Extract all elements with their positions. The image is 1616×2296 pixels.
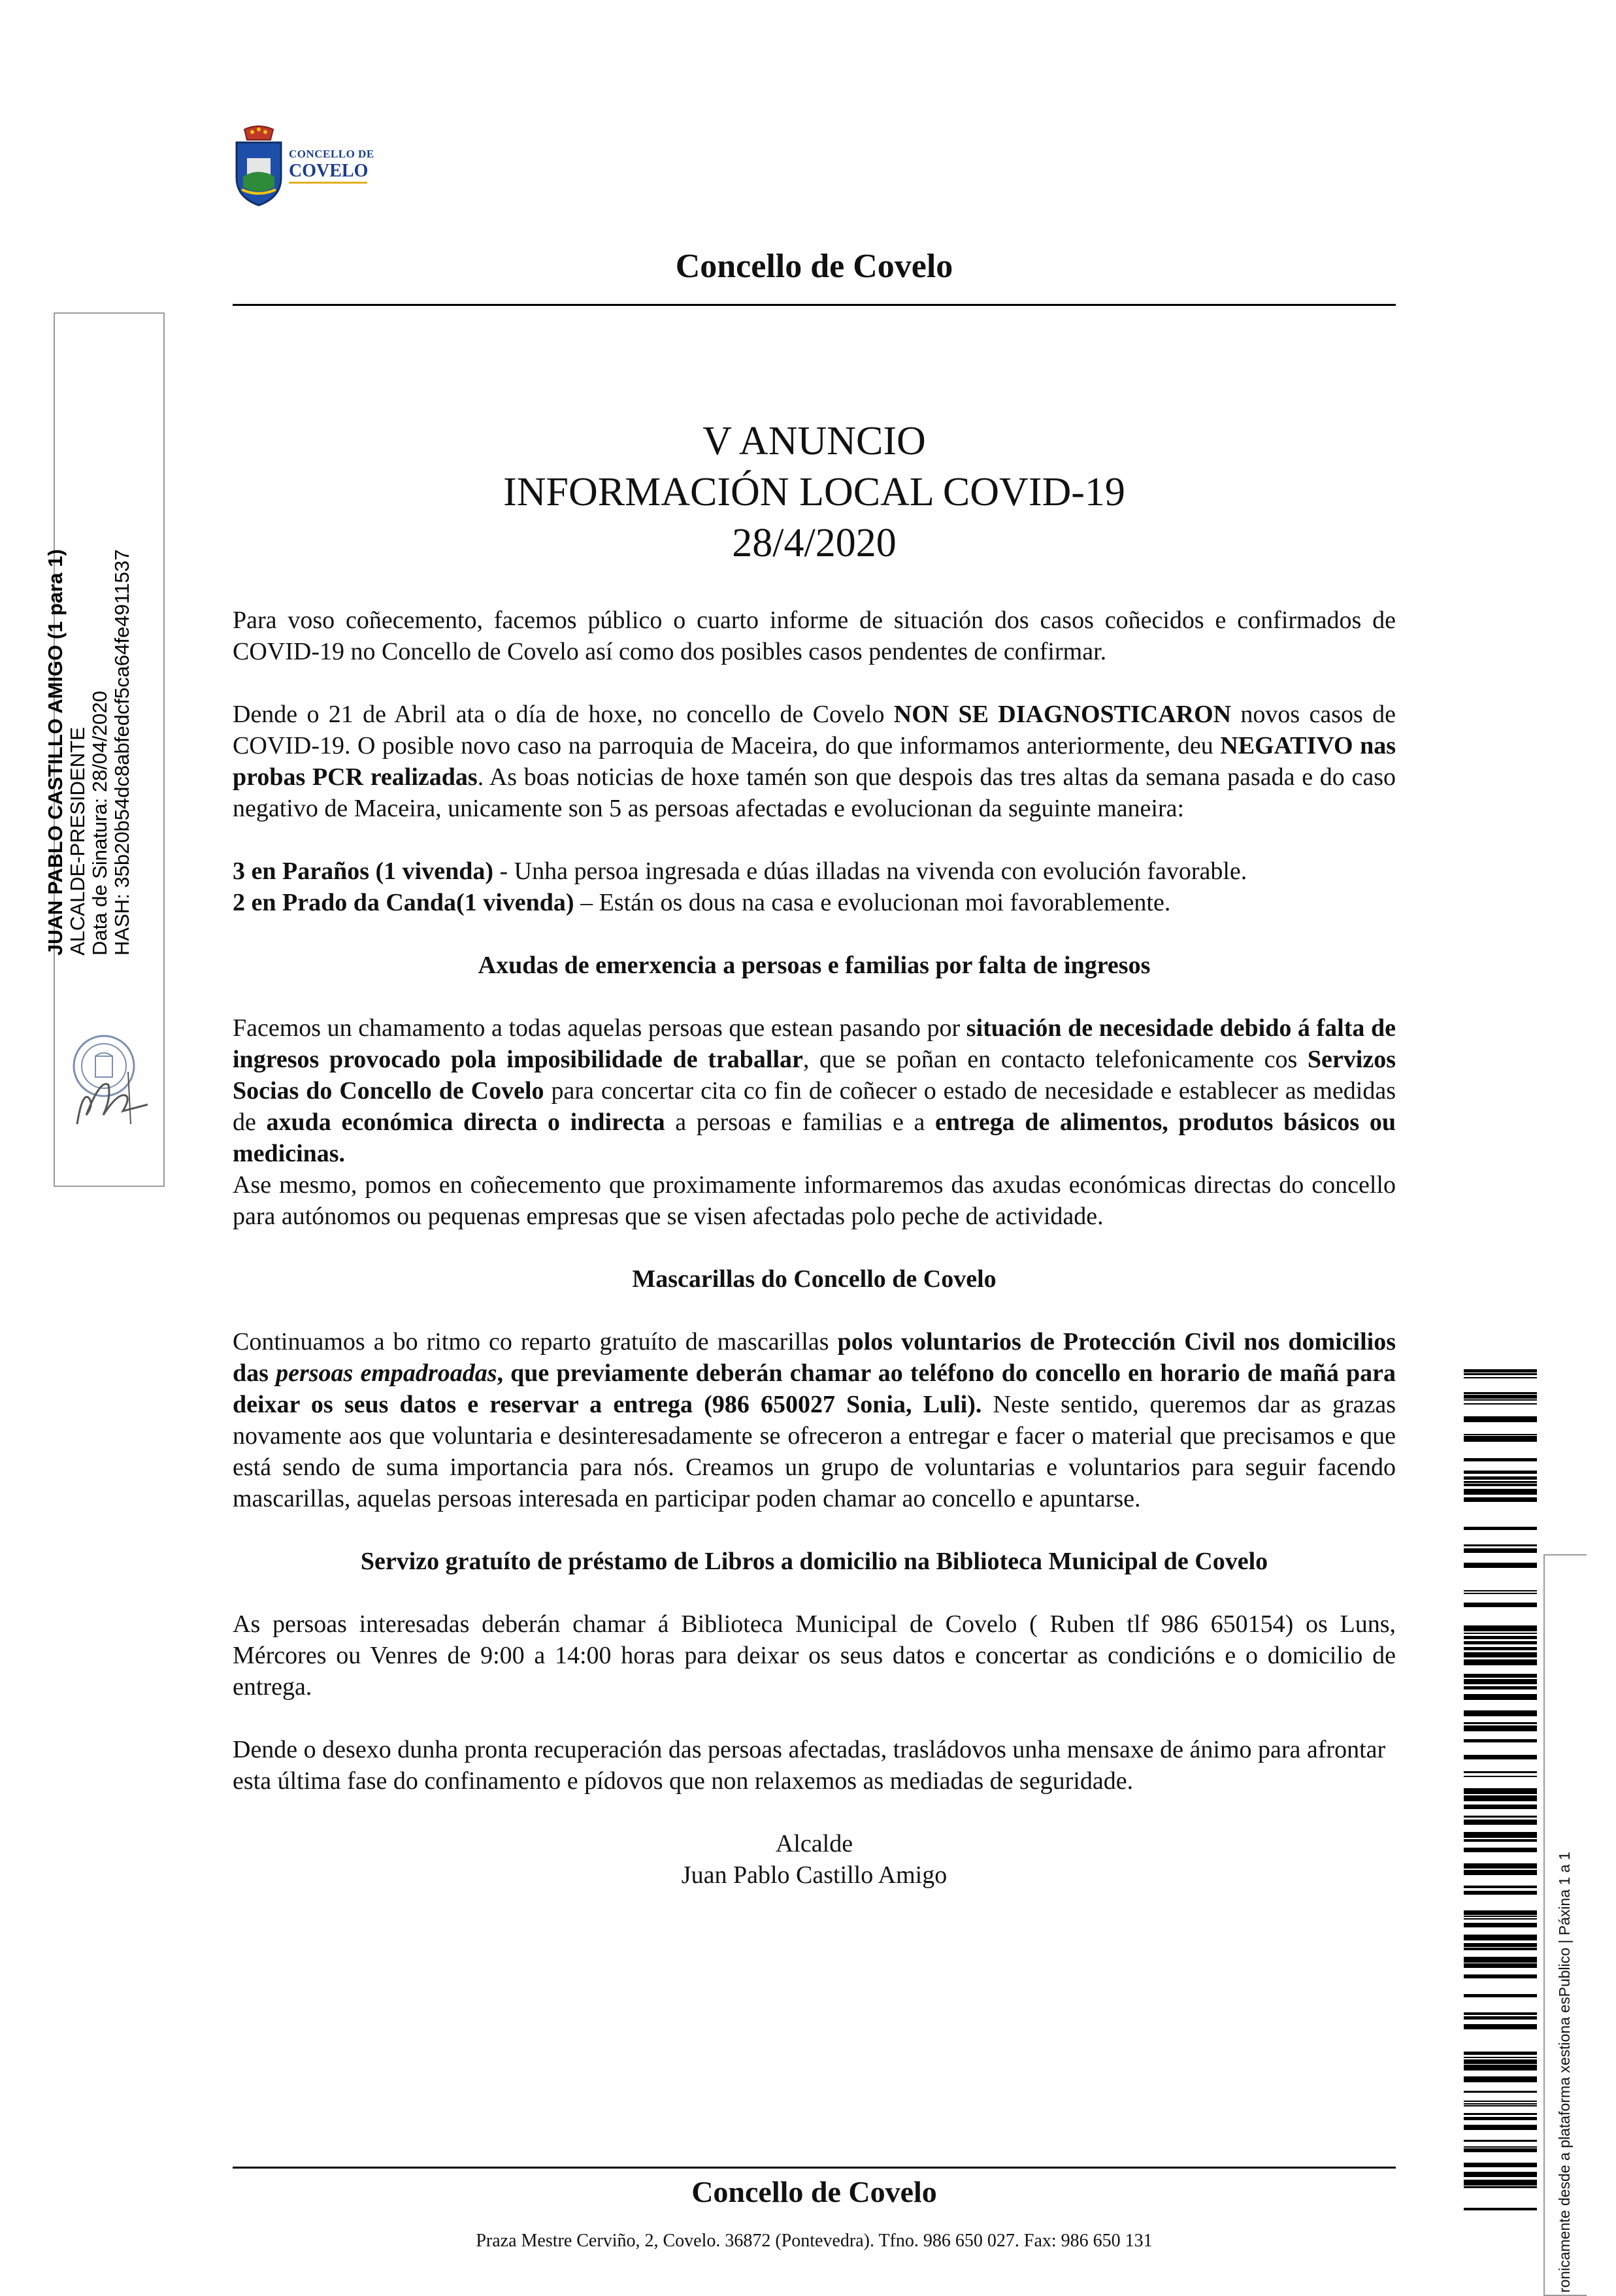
signer-full-name: Juan Pablo Castillo Amigo xyxy=(681,1861,948,1889)
aid-text-2: , que se poñan en contacto telefonicamente cos xyxy=(802,1046,1308,1073)
header-title: Concello de Covelo xyxy=(675,248,953,285)
library-heading: Servizo gratuíto de préstamo de Libros a domicilio na Biblioteca Municipal de Covelo xyxy=(360,1548,1268,1575)
concello-logo xyxy=(233,124,376,212)
case-item xyxy=(233,856,1396,887)
aid-bold-2: Servizos Socias do Concello de Covelo xyxy=(233,1046,1396,1105)
footer-title: Concello de Covelo xyxy=(691,2175,937,2208)
aid-paragraph xyxy=(233,1012,1396,1169)
aid-bold-3: axuda económica directa o indirecta xyxy=(266,1108,665,1136)
logo-line-1: CONCELLO DE xyxy=(289,148,374,160)
signature-hash: HASH: 35b20b54dc8abfedcf5ca64fe4911537 xyxy=(110,549,133,956)
library-paragraph: As persoas interesadas deberán chamar á Biblioteca Municipal de Covelo ( Ruben tlf 986 650154) os Luns, Mércores ou Venres de 9:00 a 14:00 horas para deixar os seus datos e concertar as condicións e o domicilio de entrega. xyxy=(233,1610,1396,1701)
announcement-title xyxy=(233,416,1396,569)
aid-text-3: para concertar cita co fin de coñecer o estado de necesidade e establecer as medidas de xyxy=(233,1077,1396,1136)
title-date: 28/4/2020 xyxy=(732,521,897,565)
case-location: 2 en Prado da Canda(1 vivenda) xyxy=(233,889,574,916)
masks-bold-1: polos voluntarios de Protección Civil nos domicilios das xyxy=(233,1328,1396,1387)
title-line-1: V ANUNCIO xyxy=(702,419,926,463)
case-location: 3 en Paraños (1 vivenda) xyxy=(233,857,493,885)
aid-bold-1: situación de necesidade debido á falta de ingresos provocado pola imposibilidade de traballar xyxy=(233,1014,1396,1073)
case-description: - Unha persoa ingresada e dúas illadas na vivenda con evolución favorable. xyxy=(493,857,1247,885)
right-strip-text: ronicamente desde a plataforma xestiona esPublico | Páxina 1 a 1 xyxy=(1556,1852,1573,2293)
case-description: – Están os dous na casa e evolucionan moi favorablemente. xyxy=(574,889,1171,916)
header-rule xyxy=(233,304,1396,306)
closing-paragraph: Dende o desexo dunha pronta recuperación das persoas afectadas, trasládovos unha mensaxe de ánimo para afrontar esta última fase do confinamento e pídovos que non relaxemos as mediadas de seguridade. xyxy=(233,1736,1386,1795)
status-text-3: . As boas noticias de hoxe tamén son que despois das tres altas da semana pasada e do caso negativo de Maceira, unicamente son 5 as persoas afectadas e evolucionan da seguinte maneira: xyxy=(233,763,1396,822)
aid-text-1: Facemos un chamamento a todas aquelas persoas que estean pasando por xyxy=(233,1014,966,1042)
masks-paragraph xyxy=(233,1326,1396,1514)
sign-block xyxy=(233,1828,1396,1891)
aid-paragraph-2: Ase mesmo, pomos en coñecemento que proximamente informaremos das axudas económicas directas do concello para autónomos ou pequenas empresas que se visen afectadas polo peche de actividade. xyxy=(233,1171,1396,1230)
masks-bold-2: , que previamente deberán chamar ao teléfono do concello en horario de mañá para deixar os seus datos e reservar a entrega (986 650027 Sonia, Luli). xyxy=(233,1359,1396,1418)
title-line-2: INFORMACIÓN LOCAL COVID-19 xyxy=(503,470,1125,514)
masks-heading: Mascarillas do Concello de Covelo xyxy=(632,1265,997,1293)
status-paragraph xyxy=(233,699,1396,824)
intro-paragraph: Para voso coñecemento, facemos público o cuarto informe de situación dos casos coñecidos e confirmados de COVID-19 no Concello de Covelo así como dos posibles casos pendentes de confirmar. xyxy=(233,607,1396,665)
case-item xyxy=(233,887,1396,918)
signature-date: Data de Sinatura: 28/04/2020 xyxy=(88,690,111,956)
signer-role: ALCALDE-PRESIDENTE xyxy=(66,727,89,956)
signer-title: Alcalde xyxy=(775,1830,853,1857)
handwritten-signature-icon xyxy=(63,1052,161,1137)
aid-heading: Axudas de emerxencia a persoas e familias por falta de ingresos xyxy=(478,952,1151,979)
logo-underline xyxy=(289,182,367,184)
masks-text-1: Continuamos a bo ritmo co reparto gratuíto de mascarillas xyxy=(233,1328,838,1356)
footer-rule xyxy=(233,2167,1396,2169)
aid-bold-4: entrega de alimentos, produtos básicos ou medicinas. xyxy=(233,1108,1396,1167)
status-text-1: Dende o 21 de Abril ata o día de hoxe, no concello de Covelo xyxy=(233,701,894,728)
masks-text-2: Neste sentido, queremos dar as grazas novamente aos que voluntaria e desinteresadamente se ofreceron a entregar e facer o material que precisamos e que está sendo de suma importancia para nós. Creamos un grupo de voluntarias e voluntarios para seguir facendo mascarillas, aquelas persoas interesada en participar poden chamar ao concello e apuntarse. xyxy=(233,1391,1396,1512)
coat-of-arms-icon xyxy=(233,124,285,209)
signature-strip-text xyxy=(44,485,133,956)
aid-text-4: a persoas e familias e a xyxy=(665,1108,936,1136)
masks-bold-italic: persoas empadroadas xyxy=(276,1359,497,1387)
barcode-icon xyxy=(1464,1369,1537,2219)
status-text-2: novos casos de COVID-19. O posible novo caso na parroquia de Maceira, do que informamos anteriormente, deu xyxy=(233,701,1396,759)
status-bold-1: NON SE DIAGNOSTICARON xyxy=(893,701,1232,728)
footer-address: Praza Mestre Cerviño, 2, Covelo. 36872 (Pontevedra). Tfno. 986 650 027. Fax: 986 650 131 xyxy=(476,2231,1153,2251)
status-bold-2: NEGATIVO nas probas PCR realizadas xyxy=(233,732,1396,791)
signer-name: JUAN PABLO CASTILLO AMIGO (1 para 1) xyxy=(44,549,67,956)
logo-line-2: COVELO xyxy=(289,161,369,181)
document-body xyxy=(233,605,1396,1891)
